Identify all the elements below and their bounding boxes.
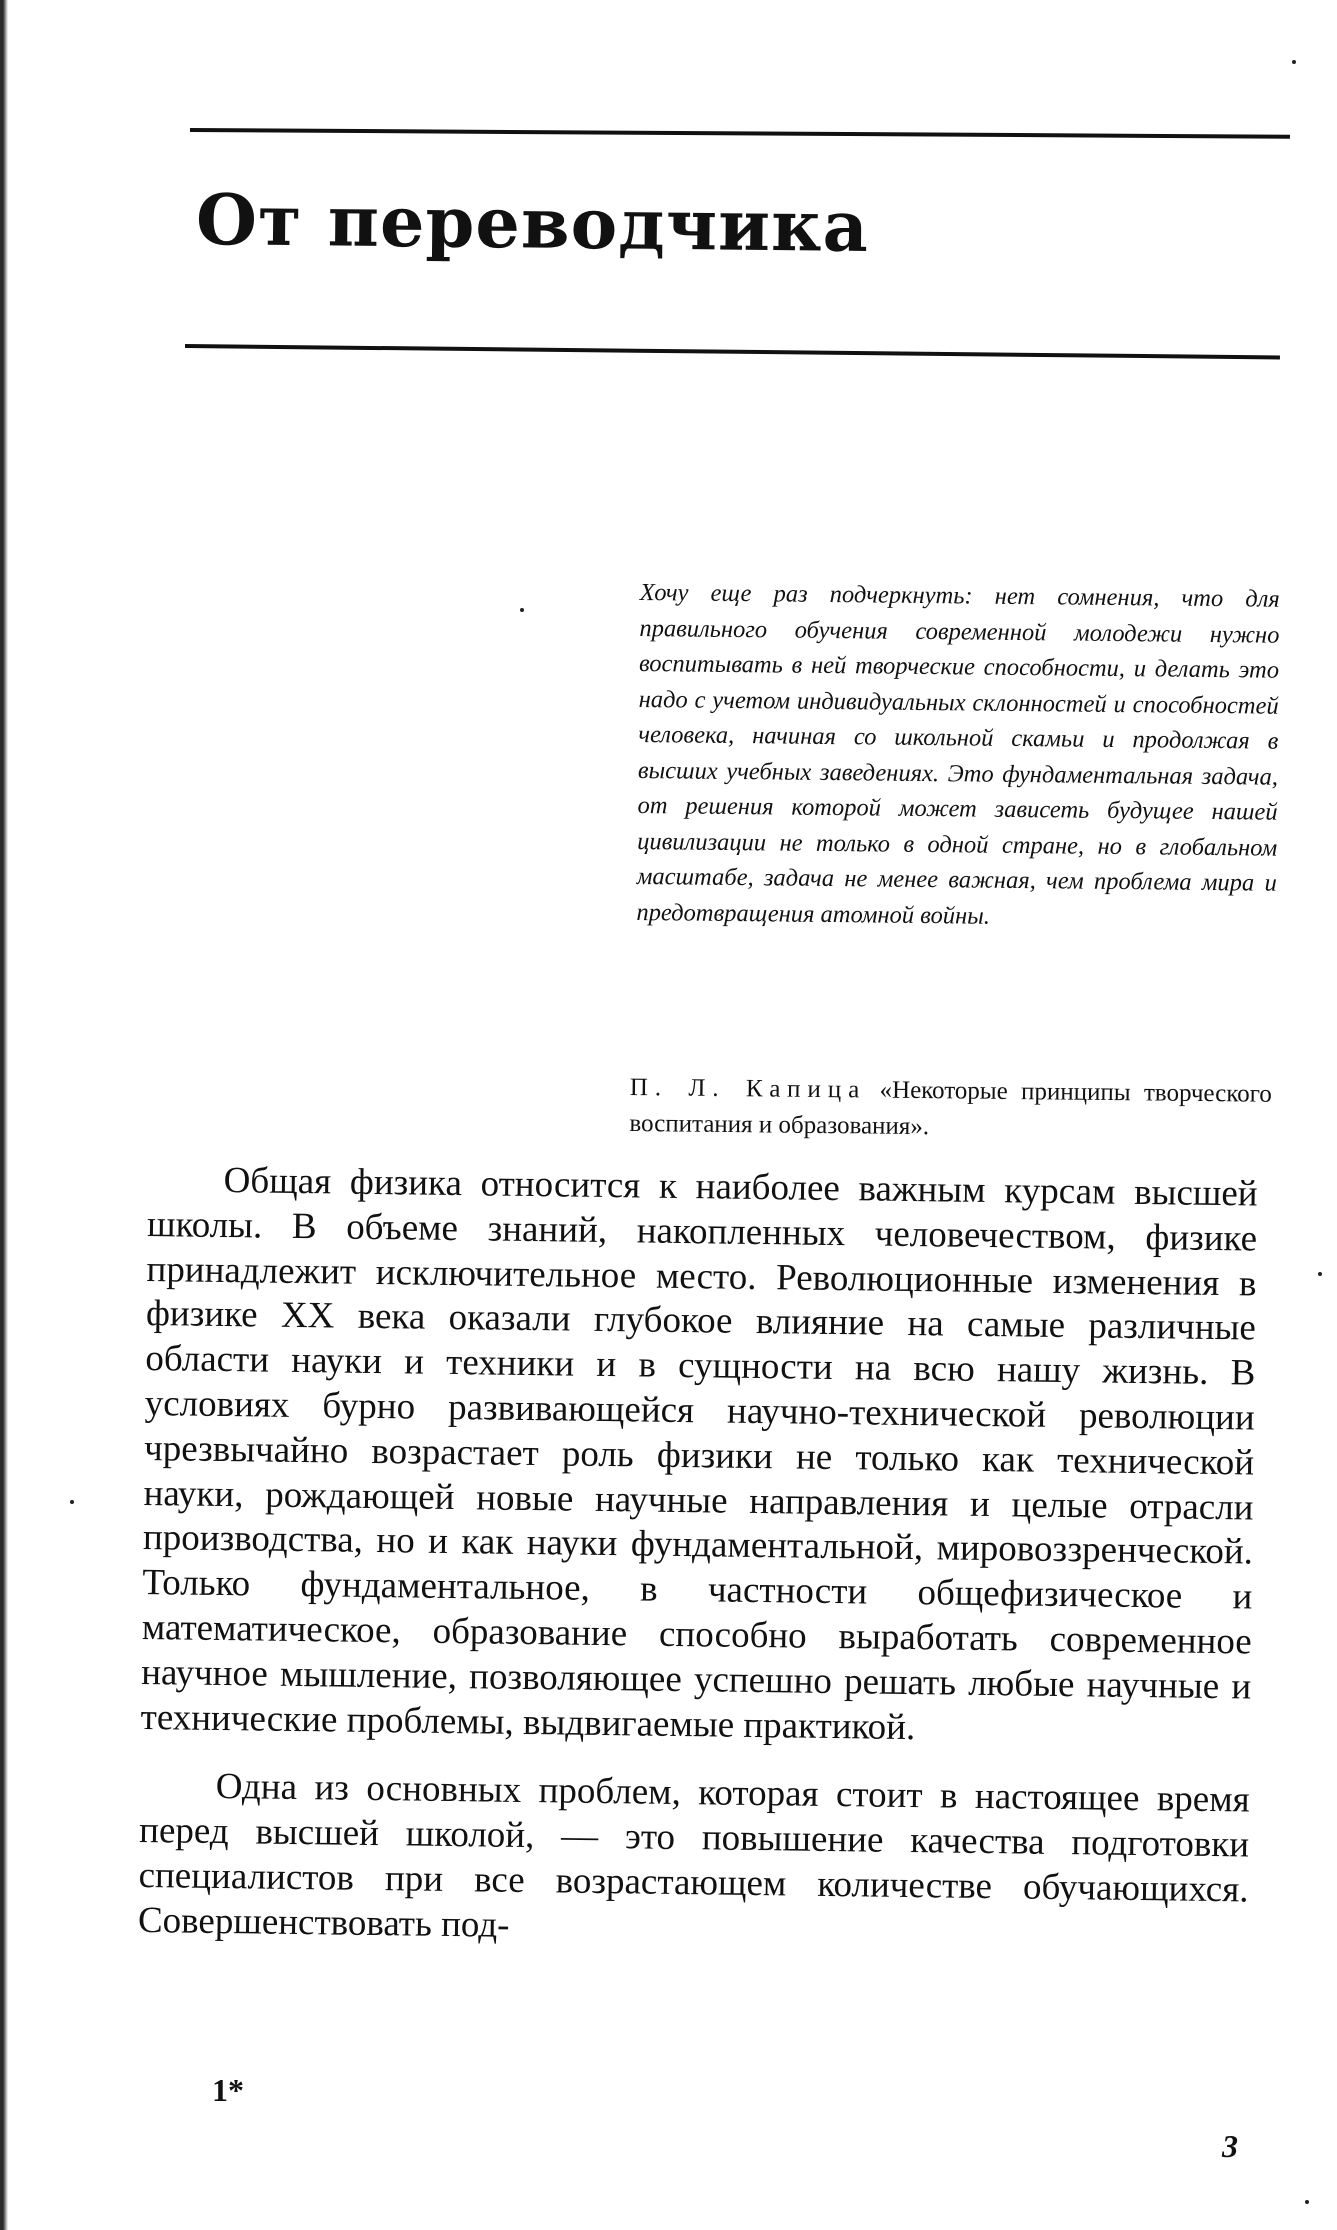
- print-speck: [520, 608, 524, 612]
- printer-signature-mark: 1*: [212, 2072, 244, 2108]
- epigraph-author: П. Л. Капица: [629, 1073, 867, 1104]
- chapter-heading: От переводчика: [195, 178, 870, 269]
- epigraph-attribution: [629, 1070, 1272, 1149]
- print-speck: [1318, 1272, 1322, 1276]
- epigraph-source: «Некоторые принципы творческого воспитания и образования».: [629, 1076, 1272, 1141]
- body-text: [138, 1158, 1258, 1958]
- epigraph-quote: Хочу еще раз подчеркнуть: нет сомнения, что для правильного обучения современной молодежи нужно воспитывать в ней творческие способности, и делать это надо с учетом индивидуальных склонностей и способностей человека, начиная со школьной скамьи и продолжая в высших учебных заведениях. Это фундаментальная задача, от решения которой может зависеть будущее нашей цивилизации не только в одной стране, но в глобальном масштабе, задача не менее важная, чем проблема мира и предотвращения атомной войны.: [636, 578, 1280, 930]
- print-speck: [70, 1500, 74, 1504]
- paragraph: Общая физика относится к наиболее важным курсам высшей школы. В объеме знаний, накопленных человечеством, физике принадлежит исключительное место. Революционные изменения в физике XX века оказали глубокое влияние на самые различные области науки и техники и в сущности на всю нашу жизнь. В условиях бурно развивающейся научно-технической революции чрезвычайно возрастает роль физики не только как технической науки, рождающей новые научные направления и целые отрасли производства, но и как науки фундаментальной, мировоззренческой. Только фундаментальное, в частности общефизическое и математическое, образование способно выработать современное научное мышление, позволяющее успешно решать любые научные и технические проблемы, выдвигаемые практикой.: [140, 1159, 1258, 1748]
- page-number: 3: [1222, 2128, 1238, 2164]
- heading-rule-bottom: [185, 344, 1280, 359]
- paragraph: Одна из основных проблем, которая стоит в настоящее время перед высшей школой, — это повышение качества подготовки специалистов при все возрастающем количестве обучающихся. Совершенствовать под-: [137, 1766, 1250, 1946]
- heading-rule-top: [190, 128, 1290, 139]
- print-speck: [1292, 60, 1296, 64]
- page-binding-edge: [0, 0, 10, 2230]
- print-speck: [1305, 2200, 1309, 2204]
